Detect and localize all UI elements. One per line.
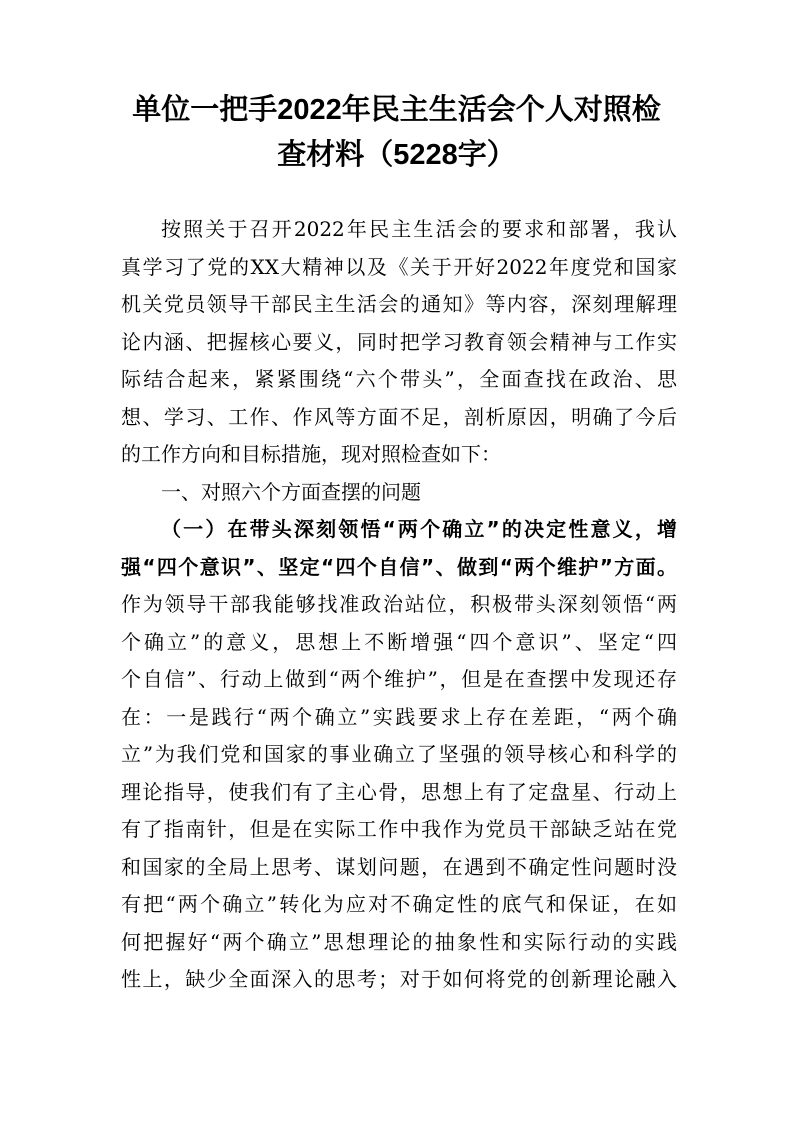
intro-line: 机关党员领导干部民主生活会的通知》等内容，深刻理解理 [121,292,677,316]
title-line: 查材料（5228字） [277,139,516,171]
intro-line: 想、学习、工作、作风等方面不足，剖析原因，明确了今后 [121,404,677,429]
section-heading: 一、对照六个方面查摆的问题 [161,479,421,504]
body-line: 和国家的全局上思考、谋划问题，在遇到不确定性问题时没 [121,854,677,879]
subsection-heading-line: （一）在带头深刻领悟“两个确立”的决定性意义，增 [161,517,677,541]
body-line: 在：一是践行“两个确立”实践要求上存在差距，“两个确 [121,704,677,729]
body-line: 作为领导干部我能够找准政治站位，积极带头深刻领悟“两 [121,592,677,616]
document-body [121,211,677,999]
intro-line: 按照关于召开2022年民主生活会的要求和部署，我认 [161,217,677,241]
intro-line: 论内涵、把握核心要义，同时把学习教育领会精神与工作实 [121,329,677,354]
document-title [110,88,683,178]
subsection-heading-line: 强“四个意识”、坚定“四个自信”、做到“两个维护”方面。 [121,554,677,579]
intro-line: 真学习了党的XX大精神以及《关于开好2022年度党和国家 [121,254,677,279]
intro-line: 际结合起来，紧紧围绕“六个带头”，全面查找在政治、思 [121,367,677,391]
body-line: 理论指导，使我们有了主心骨，思想上有了定盘星、行动上 [121,779,677,804]
body-line: 个自信”、行动上做到“两个维护”，但是在查摆中发现还存 [121,667,677,691]
body-line: 个确立”的意义，思想上不断增强“四个意识”、坚定“四 [121,629,677,654]
body-line: 何把握好“两个确立”思想理论的抽象性和实际行动的实践 [121,929,677,954]
body-line: 立”为我们党和国家的事业确立了坚强的领导核心和科学的 [121,742,677,766]
body-line: 有了指南针，但是在实际工作中我作为党员干部缺乏站在党 [121,817,677,841]
body-line: 有把“两个确立”转化为应对不确定性的底气和保证，在如 [121,892,677,916]
intro-line: 的工作方向和目标措施，现对照检查如下： [121,442,501,466]
body-line: 性上，缺少全面深入的思考；对于如何将党的创新理论融入 [121,967,677,991]
title-line: 单位一把手2022年民主生活会个人对照检 [132,94,661,126]
